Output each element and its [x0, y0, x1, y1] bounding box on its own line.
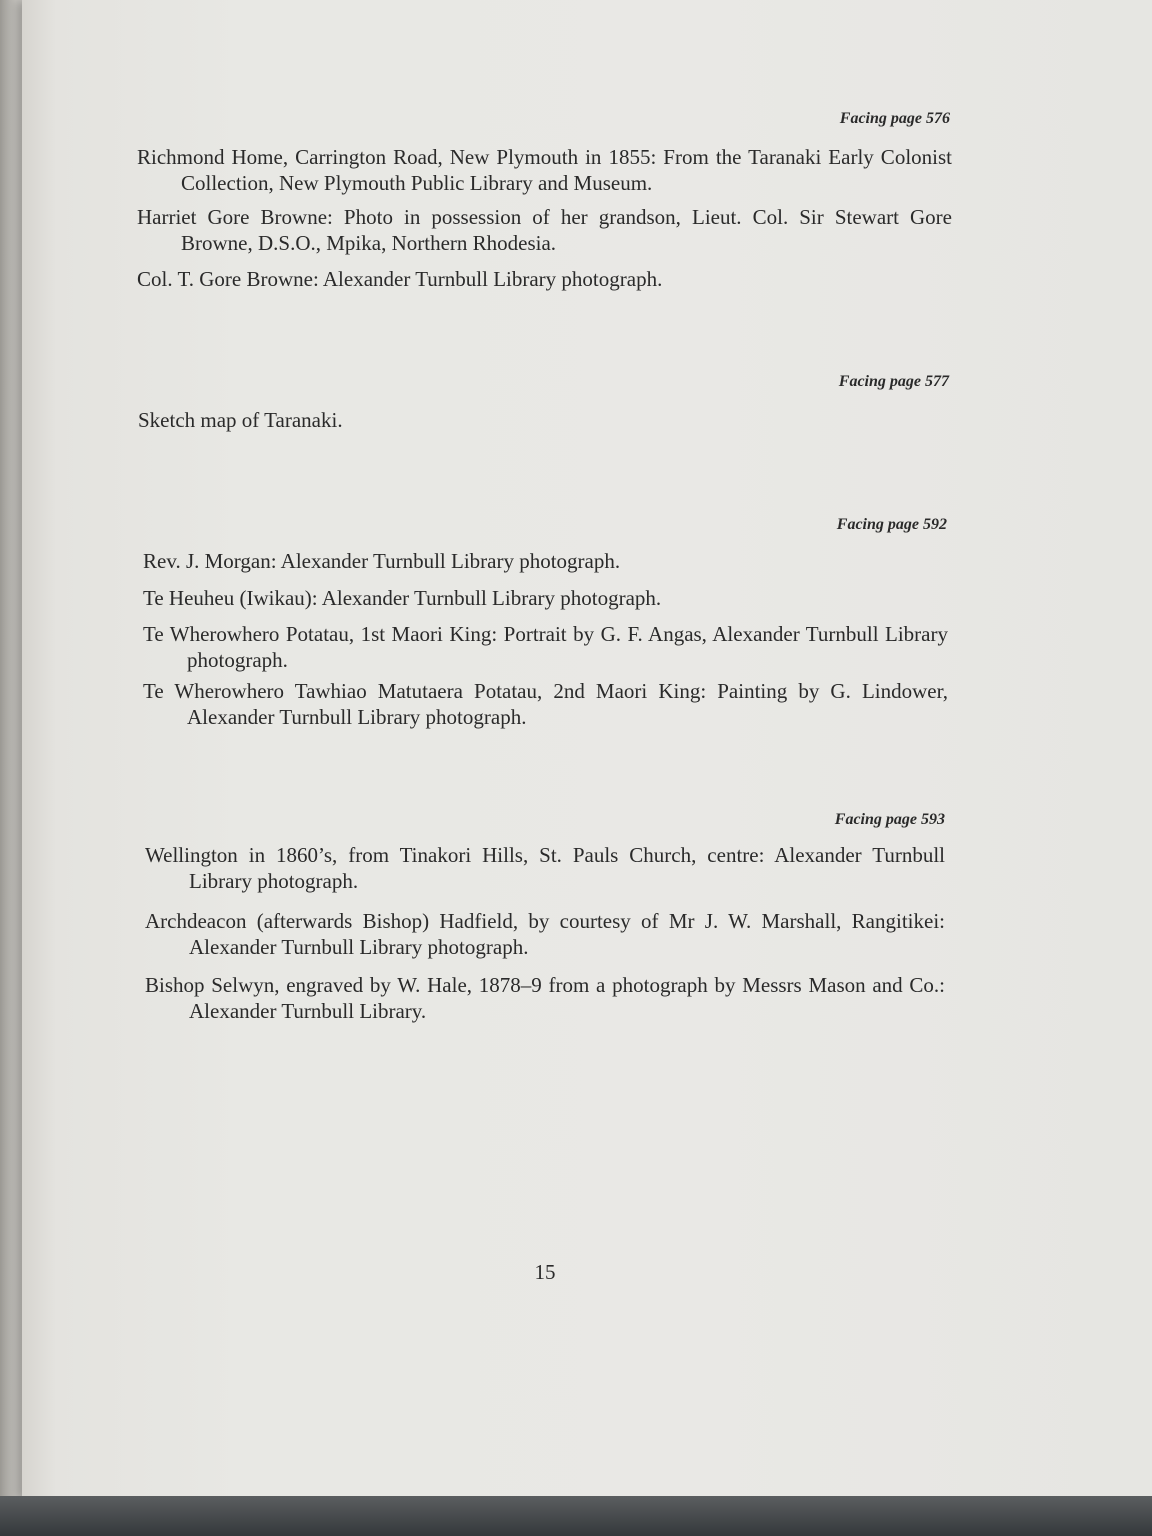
page-number: 15 — [534, 1260, 556, 1284]
list-item: Rev. J. Morgan: Alexander Turnbull Library photograph. — [143, 549, 621, 573]
list-item: Richmond Home, Carrington Road, New Plymouth in 1855: From the Taranaki Early Colonist Collection, New Plymouth Public Library and Museum. — [137, 145, 952, 195]
list-item: Sketch map of Taranaki. — [138, 408, 343, 432]
section-heading: Facing page 577 — [838, 373, 949, 390]
section-heading: Facing page 576 — [839, 110, 950, 127]
list-item: Te Heuheu (Iwikau): Alexander Turnbull Library photograph. — [143, 586, 662, 610]
list-item: Te Wherowhero Potatau, 1st Maori King: Portrait by G. F. Angas, Alexander Turnbull Library photograph. — [143, 622, 948, 672]
list-item: Harriet Gore Browne: Photo in possession of her grandson, Lieut. Col. Sir Stewart Gore Browne, D.S.O., Mpika, Northern Rhodesia. — [137, 205, 952, 255]
page-bottom-edge — [0, 1496, 1152, 1536]
list-item: Wellington in 1860’s, from Tinakori Hills, St. Pauls Church, centre: Alexander Turnbull Library photograph. — [145, 843, 945, 893]
list-item: Bishop Selwyn, engraved by W. Hale, 1878–9 from a photograph by Messrs Mason and Co.: Alexander Turnbull Library. — [145, 973, 945, 1023]
list-item: Archdeacon (afterwards Bishop) Hadfield, by courtesy of Mr J. W. Marshall, Rangitikei: Alexander Turnbull Library photograph. — [145, 909, 945, 959]
list-item: Col. T. Gore Browne: Alexander Turnbull Library photograph. — [137, 267, 663, 291]
section-heading: Facing page 593 — [834, 811, 945, 828]
list-item: Te Wherowhero Tawhiao Matutaera Potatau, 2nd Maori King: Painting by G. Lindower, Alexander Turnbull Library photograph. — [143, 679, 948, 729]
section-heading: Facing page 592 — [836, 516, 947, 533]
